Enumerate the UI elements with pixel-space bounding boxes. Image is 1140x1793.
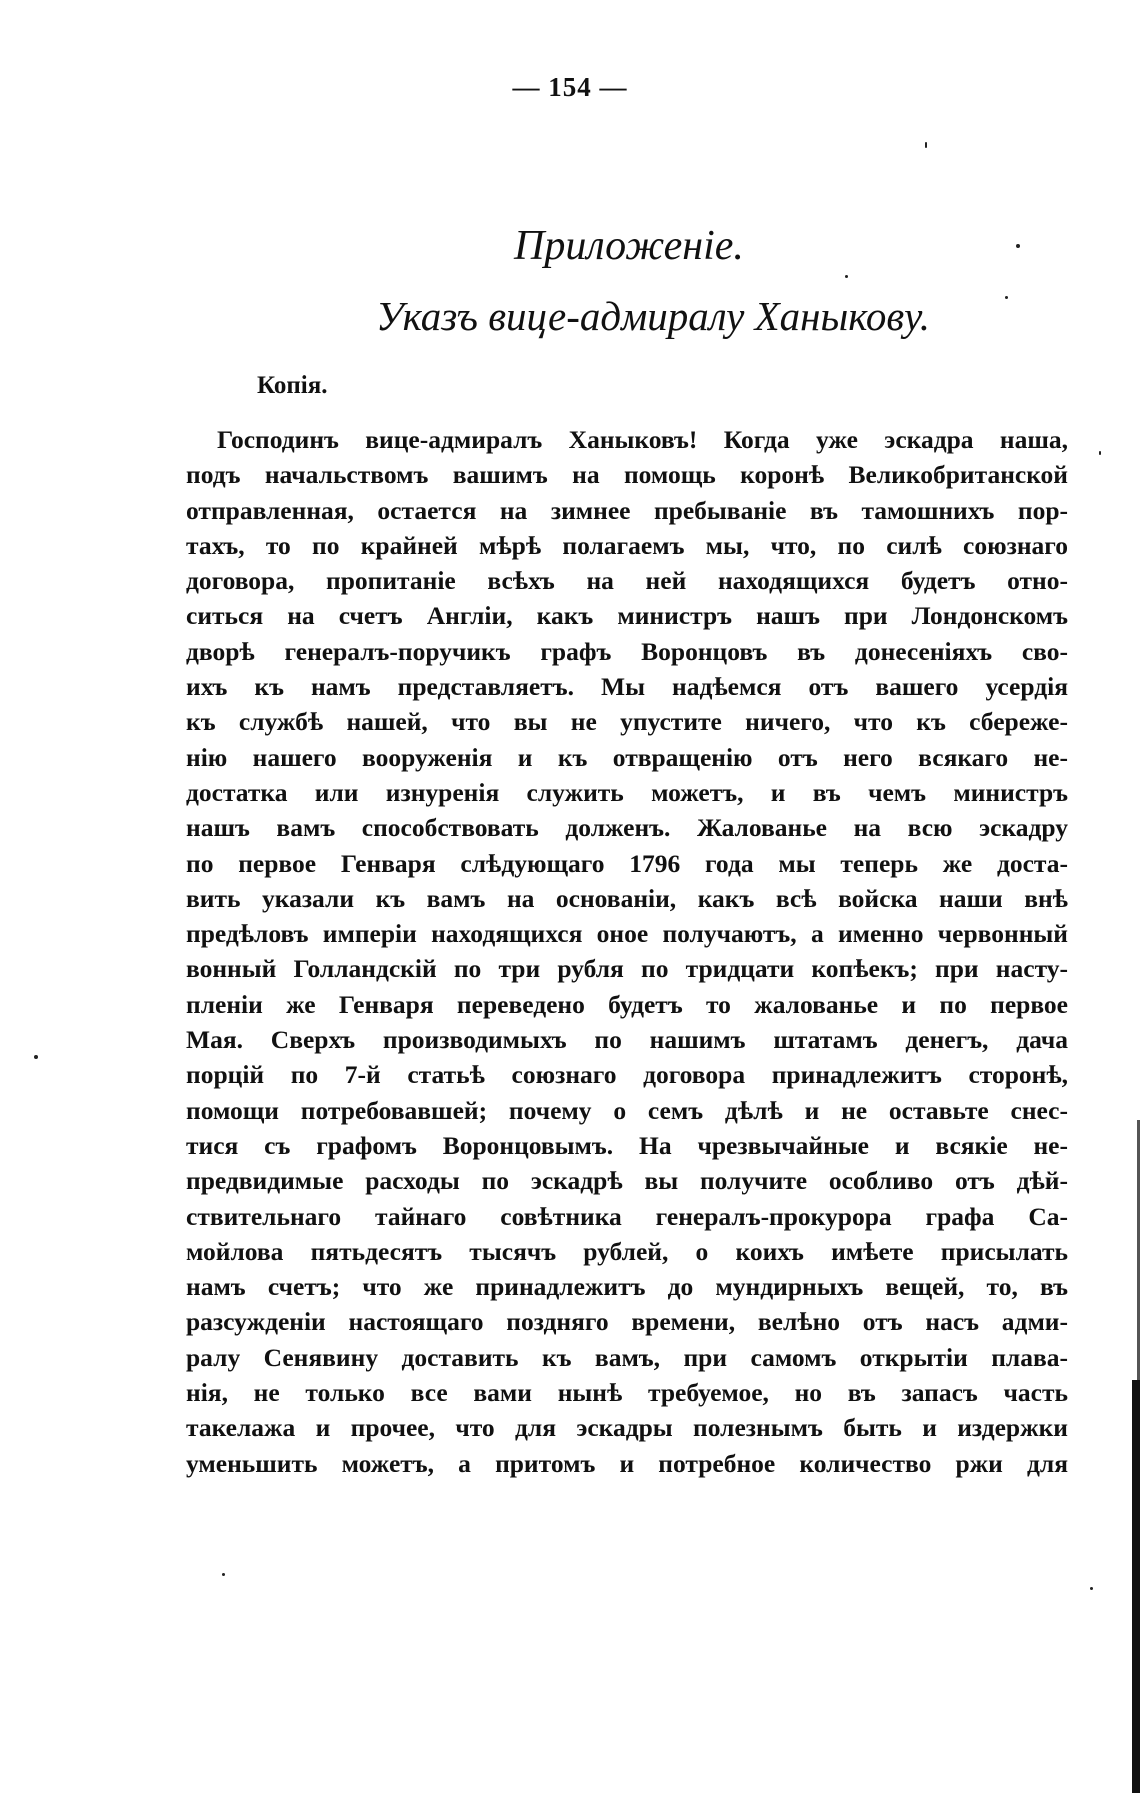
- body-line: Господинъ вице-адмиралъ Ханыковъ! Когда уже эскадра наша,: [217, 425, 1068, 454]
- body-line: такелажа и прочее, что для эскадры полезнымъ быть и издержки: [186, 1413, 1068, 1443]
- scan-speck: [222, 1573, 225, 1576]
- body-line: разсужденіи настоящаго поздняго времени, велѣно отъ насъ адми-: [186, 1307, 1068, 1337]
- body-line: уменьшить можетъ, а притомъ и потребное количество ржи для: [186, 1448, 1068, 1478]
- scan-speck: [925, 142, 927, 148]
- body-line: ситься на счетъ Англіи, какъ министръ нашъ при Лондонскомъ: [186, 601, 1068, 631]
- body-line: помощи потребовавшей; почему о семъ дѣлѣ и не оставьте снес-: [186, 1095, 1068, 1125]
- copy-label: Копія.: [257, 372, 328, 399]
- body-line: тися съ графомъ Воронцовымъ. На чрезвычайные и всякіе не-: [186, 1130, 1068, 1160]
- body-line: ихъ къ намъ представляетъ. Мы надѣемся отъ вашего усердія: [186, 672, 1068, 702]
- body-line: къ службѣ нашей, что вы не упустите ничего, что къ сбереже-: [186, 707, 1068, 737]
- appendix-title: Приложеніе.: [514, 223, 744, 269]
- decree-body: [186, 422, 1068, 1481]
- decree-title: Указъ вице-адмиралу Ханыкову.: [376, 293, 931, 339]
- body-line: дворѣ генералъ-поручикъ графъ Воронцовъ въ донесеніяхъ сво-: [186, 636, 1068, 666]
- page-number: — 154 —: [512, 72, 628, 102]
- page-edge-shadow: [1132, 1380, 1140, 1793]
- body-line: договора, пропитаніе всѣхъ на ней находящихся будетъ отно-: [186, 566, 1068, 596]
- scan-speck: [34, 1055, 38, 1059]
- body-line: ралу Сенявину доставить къ вамъ, при самомъ открытіи плава-: [186, 1342, 1068, 1372]
- body-line: нію нашего вооруженія и къ отвращенію отъ него всякаго не-: [186, 742, 1068, 772]
- body-line: ствительнаго тайнаго совѣтника генералъ-прокурора графа Са-: [186, 1201, 1068, 1231]
- body-line: предвидимые расходы по эскадрѣ вы получите особливо отъ дѣй-: [186, 1166, 1068, 1196]
- body-line: намъ счетъ; что же принадлежитъ до мундирныхъ вещей, то, въ: [186, 1272, 1068, 1302]
- body-line: достатка или изнуренія служить можетъ, и въ чемъ министръ: [186, 777, 1068, 807]
- body-line: порцій по 7-й статьѣ союзнаго договора принадлежитъ сторонѣ,: [186, 1060, 1068, 1090]
- body-line: Мая. Сверхъ производимыхъ по нашимъ штатамъ денегъ, дача: [186, 1025, 1068, 1055]
- body-line: вить указали къ вамъ на основаніи, какъ всѣ войска наши внѣ: [186, 883, 1068, 913]
- scan-speck: [1090, 1587, 1093, 1590]
- scan-speck: [1099, 451, 1101, 455]
- scan-speck: [845, 275, 848, 278]
- body-line: тахъ, то по крайней мѣрѣ полагаемъ мы, что, по силѣ союзнаго: [186, 530, 1068, 560]
- body-line: пленіи же Генваря переведено будетъ то жалованье и по первое: [186, 989, 1068, 1019]
- body-line: подъ начальствомъ вашимъ на помощь коронѣ Великобританской: [186, 460, 1068, 490]
- body-line: предѣловъ имперіи находящихся оное получаютъ, а именно червонный: [186, 919, 1068, 949]
- body-line: нія, не только все вами нынѣ требуемое, но въ запасъ часть: [186, 1378, 1068, 1408]
- scan-speck: [1005, 296, 1008, 299]
- body-line: по первое Генваря слѣдующаго 1796 года мы теперь же доста-: [186, 848, 1068, 878]
- body-line: нашъ вамъ способствовать долженъ. Жалованье на всю эскадру: [186, 813, 1068, 843]
- body-line: вонный Голландскій по три рубля по тридцати копѣекъ; при насту-: [186, 954, 1068, 984]
- body-line: отправленная, остается на зимнее пребываніе въ тамошнихъ пор-: [186, 495, 1068, 525]
- scan-speck: [1016, 244, 1020, 248]
- body-line: мойлова пятьдесятъ тысячъ рублей, о коихъ имѣете присылать: [186, 1236, 1068, 1266]
